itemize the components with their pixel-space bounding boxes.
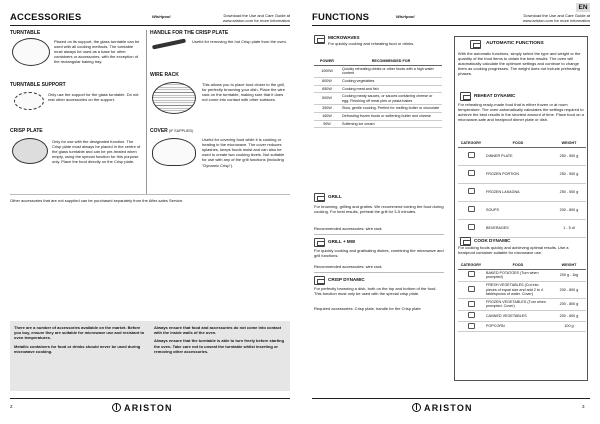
grill-mw-function-icon	[314, 238, 325, 247]
page-number: 2	[10, 404, 13, 409]
ariston-brand: ARISTON	[112, 403, 173, 414]
table-header: FOOD	[484, 140, 552, 147]
table-header: CATEGORY	[458, 262, 484, 269]
whirlpool-logo: Whirlpool	[152, 14, 171, 19]
grill-mw-accessory: Recommended accessories: wire rack	[314, 264, 382, 269]
handle-heading: HANDLE FOR THE CRISP PLATE	[150, 30, 229, 36]
header-rule	[312, 25, 590, 26]
table-row: FROZEN VEGETABLES (Turn when prompted. Cover) 200 - 800 g	[458, 298, 586, 310]
footer-rule	[312, 398, 590, 399]
beverage-icon	[468, 224, 475, 230]
cover-text: Useful for covering food while it is cooking or heating in the microwave. The cover reduces splashes, keeps foods moist and can also be used to create two cooking levels. Not suitable for use with any of the grill functions (including "Dynamic Crisp").	[202, 137, 285, 168]
cook-heading: COOK DYNAMIC	[474, 238, 511, 243]
download-note: Download the Use and Care Guide at www.ariston.com for more information	[222, 13, 290, 24]
crisp-accessory: Required accessories: Crisp plate, handle for the Crisp plate	[314, 306, 421, 311]
safety-notes-box	[10, 321, 290, 391]
grill-heading: GRILL	[328, 194, 342, 199]
ariston-logo-icon	[112, 403, 121, 412]
crisp-plate-text: Only for use with the designated function. The Crisp plate must always be placed in the centre of the glass turntable and can be pre-heated when empty, using the special function for this purpose only. Place the food directly on the Crisp plate.	[52, 139, 141, 165]
table-row: FRESH VEGETABLES (Cut into pieces of equal size and add 2 to 4 tablespoons of water. Cover) 200 - 800 g	[458, 281, 586, 298]
grill-mw-text: For quickly cooking and gratinating dishes, combining the microwave and grill functions.	[314, 248, 444, 259]
table-row: 1000W Quickly reheating drinks or other foods with a high water content	[314, 65, 442, 77]
safety-note: Always ensure that food and accessories do not come into contact with the inside walls of the oven.	[154, 325, 282, 336]
crisp-plate-heading: CRISP PLATE	[10, 128, 43, 134]
safety-note: Metallic containers for food or drinks should never be used during microwave cooking.	[14, 343, 141, 354]
column-divider	[146, 30, 147, 195]
automatic-functions-text: With the automatic functions, simply select the type and weight or the quantity of the food items to obtain the best results. The oven will automatically calculate the optimum settings and continue to change them as cooking progresses. The weight does not include preheating phases.	[458, 51, 581, 77]
table-row: 650W Cooking meat and fish	[314, 85, 442, 93]
header-rule	[10, 25, 290, 26]
wire-rack-text: This allows you to place food closer to the grill, for perfectly browning your dish. Place the wire rack on the turntable, making sure that it does not come into contact with other surfaces.	[202, 82, 285, 103]
reheat-heading: REHEAT DYNAMIC	[474, 93, 516, 98]
grill-accessory: Recommended accessories: wire rack	[314, 226, 382, 231]
reheat-table	[458, 140, 586, 238]
crisp-heading: CRISP DYNAMIC	[328, 277, 365, 282]
frozen-vegetables-icon	[468, 301, 475, 307]
cover-heading: COVER (IF SUPPLIED)	[150, 128, 194, 134]
popcorn-icon	[468, 323, 475, 329]
other-accessories-note: Other accessories that are not supplied can be purchased separately from the After-sales Service.	[10, 198, 184, 203]
microwaves-heading: MICROWAVES	[328, 35, 360, 40]
table-header: FOOD	[484, 262, 552, 269]
table-row: 500W Cooking meaty sauces, or sauces containing cheese or egg. Finishing off meat pies or pasta bakes	[314, 93, 442, 105]
section-rule	[314, 234, 444, 235]
table-header: CATEGORY	[458, 140, 484, 147]
table-row: FROZEN PORTION 250 - 500 g	[458, 165, 586, 183]
safety-note: Always ensure that the turntable is able to turn freely before starting the oven. Take care not to unseat the turntable whilst inserting or removing other accessories.	[154, 338, 285, 354]
grill-mw-heading: GRILL + MW	[328, 239, 356, 244]
turntable-text: Placed on its support, the glass turntable can be used with all cooking methods. The turntable must always be used as a base for other containers or accessories, with the exception of the rectangular baking tray.	[54, 39, 140, 65]
table-header: WEIGHT	[552, 140, 586, 147]
turntable-support-text: Only use the support for the glass turntable. Do not rest other accessories on the support.	[48, 92, 139, 103]
crisp-function-icon	[314, 276, 325, 285]
potato-icon	[468, 271, 475, 277]
table-row: 350W Slow, gentle cooking. Perfect for melting butter or chocolate	[314, 105, 442, 113]
handle-illustration	[152, 39, 186, 50]
microwave-function-icon	[314, 35, 325, 44]
grill-function-icon	[314, 193, 325, 202]
microwave-power-table	[314, 58, 442, 128]
support-illustration	[14, 92, 44, 110]
reheat-function-icon	[460, 92, 471, 101]
auto-function-icon	[470, 40, 481, 49]
microwaves-text: For quickly cooking and reheating food or drinks.	[328, 41, 415, 46]
safety-note: There are a number of accessories available on the market. Before you buy, ensure they are suitable for microwave use and resistant to oven temperatures.	[14, 325, 145, 341]
wire-rack-heading: WIRE RACK	[150, 72, 179, 78]
section-rule	[10, 194, 290, 195]
table-row: BAKED POTATOES (Turn when prompted) 200 g - 1kg	[458, 269, 586, 281]
table-header: POWER	[314, 58, 340, 65]
turntable-heading: TURNTABLE	[10, 30, 41, 36]
table-row: 800W Cooking vegetables	[314, 77, 442, 85]
wire-rack-illustration	[152, 82, 196, 114]
table-row: SOUPS 200 - 800 g	[458, 201, 586, 219]
table-header: WEIGHT	[552, 262, 586, 269]
frozen-portion-icon	[468, 170, 475, 176]
cook-text: For cooking foods quickly and achieving optimal results. Use a heatproof container suitable for microwave use.	[458, 245, 569, 256]
crisp-text: For perfectly browning a dish, both on the top and bottom of the food. This function must only be used with the special crisp plate.	[314, 286, 437, 297]
turntable-illustration	[12, 38, 50, 66]
soup-icon	[468, 206, 475, 212]
table-row: BEVERAGES 1 - 5 dl	[458, 219, 586, 237]
section-rule	[314, 272, 444, 273]
lasagna-icon	[468, 188, 475, 194]
automatic-functions-heading: AUTOMATIC FUNCTIONS	[486, 41, 544, 46]
fresh-vegetables-icon	[468, 286, 475, 292]
table-row: CANNED VEGETABLES 200 - 600 g	[458, 311, 586, 322]
table-row: FROZEN LASAGNA 250 - 500 g	[458, 183, 586, 201]
crisp-plate-illustration	[12, 138, 48, 164]
handle-text: Useful for removing the hot Crisp plate from the oven.	[192, 39, 287, 44]
footer-rule	[10, 398, 290, 399]
table-row: 160W Defrosting frozen foods or softening butter and cheese	[314, 113, 442, 121]
table-row: POPCORN 100 g	[458, 321, 586, 332]
table-row: DINNER PLATE 250 - 500 g	[458, 147, 586, 165]
table-row: 90W Softening ice cream	[314, 120, 442, 128]
page-title-functions: FUNCTIONS	[312, 12, 370, 23]
language-badge: EN	[576, 3, 590, 12]
grill-text: For browning, grilling and gratins. We recommend turning the food during cooking. For best results, preheat the grill for 3-5 minutes.	[314, 204, 444, 215]
ariston-logo-icon	[412, 403, 421, 412]
turntable-support-heading: TURNTABLE SUPPORT	[10, 82, 66, 88]
whirlpool-logo: Whirlpool	[396, 14, 415, 19]
page-title-accessories: ACCESSORIES	[10, 12, 82, 23]
cook-table	[458, 262, 586, 332]
ariston-brand: ARISTON	[412, 403, 473, 414]
dinner-plate-icon	[468, 152, 475, 158]
download-note: Download the Use and Care Guide at www.ariston.com for more information	[522, 13, 590, 24]
canned-vegetables-icon	[468, 312, 475, 318]
reheat-text: For reheating ready-made food that is either frozen or at room temperature. The oven automatically calculates the settings required to achieve the best results in the shortest amount of time. Place food on a microwave-safe and heatproof dinner plate or dish.	[458, 102, 584, 123]
table-header: RECOMMENDED FOR	[340, 58, 442, 65]
cover-illustration	[152, 138, 196, 166]
page-number: 3	[582, 404, 585, 409]
